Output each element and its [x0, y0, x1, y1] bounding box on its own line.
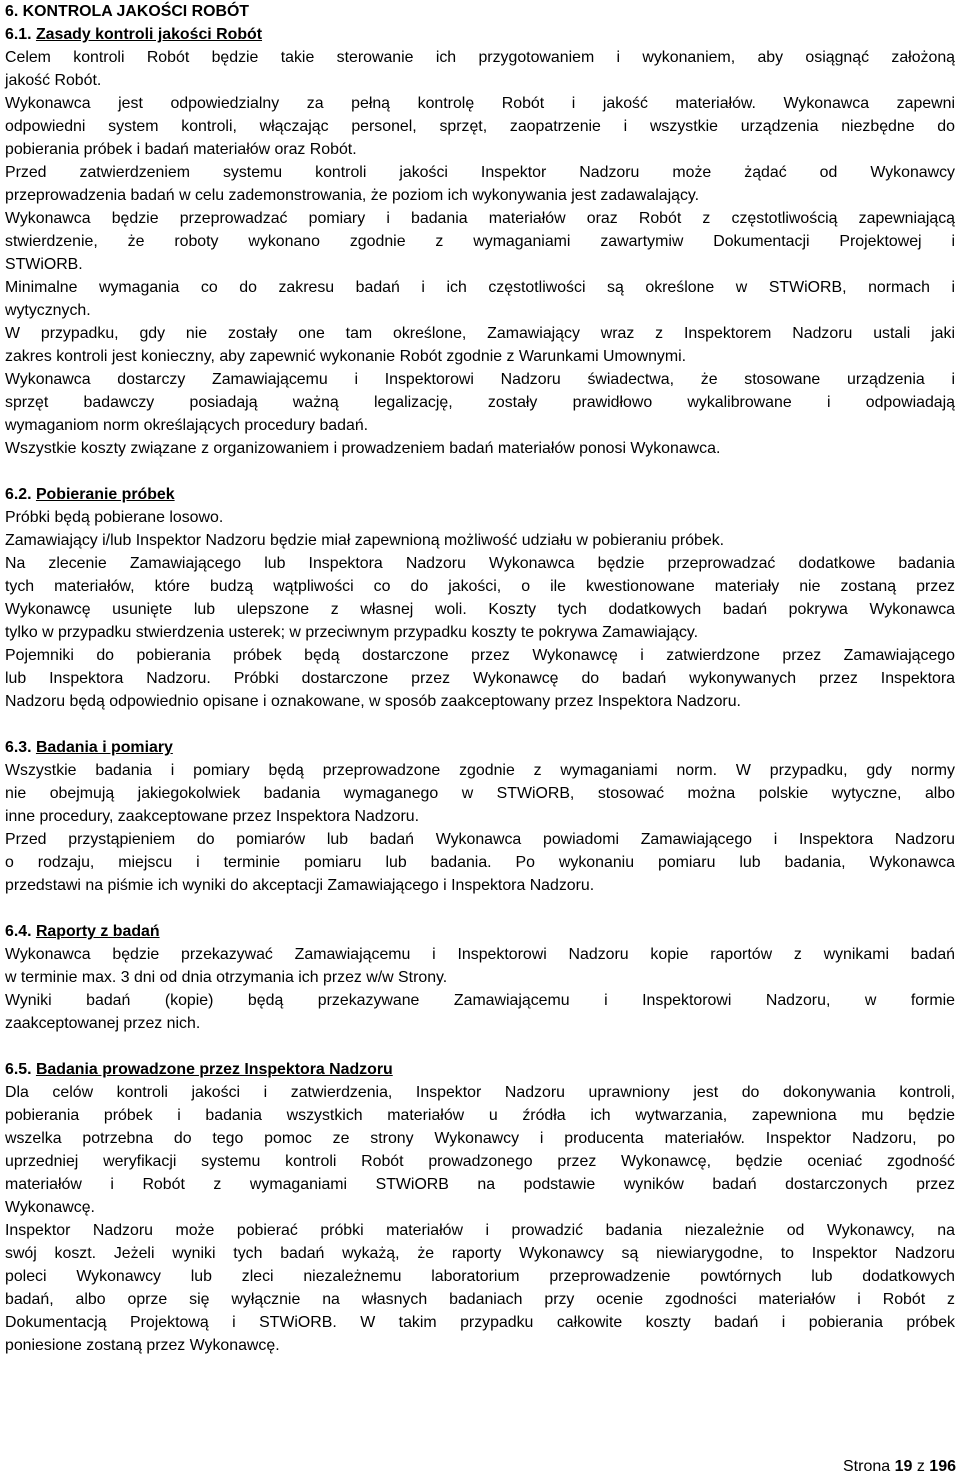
- paragraph-line: Dokumentacją Projektową i STWiORB. W takim przypadku całkowite koszty badań i pobierania próbek: [5, 1314, 955, 1331]
- paragraph-line: Wykonawca będzie przekazywać Zamawiającemu i Inspektorowi Nadzoru kopie raportów z wynikami badań: [5, 946, 955, 963]
- section-title: Badania i pomiary: [35, 739, 173, 756]
- section-spacer: [5, 460, 960, 483]
- section-heading: [5, 736, 955, 759]
- paragraph-line: tylko w przypadku stwierdzenia usterek; w przeciwnym przypadku koszty te pokrywa Zamawiający.: [5, 624, 699, 641]
- paragraph: [5, 368, 960, 437]
- paragraph-line: Wszystkie koszty związane z organizowaniem i prowadzeniem badań materiałów ponosi Wykonawca.: [5, 440, 721, 457]
- paragraph-line: Nadzoru będą odpowiednio opisane i oznakowane, w sposób zaakceptowany przez Inspektora Nadzoru.: [5, 693, 741, 710]
- paragraph-line: jakość Robót.: [5, 72, 102, 89]
- paragraph: [5, 529, 960, 552]
- paragraph-line: Na zlecenie Zamawiającego lub Inspektora Nadzoru Wykonawca będzie przeprowadzać dodatkowe badania: [5, 555, 955, 572]
- section-spacer: [5, 1035, 960, 1058]
- paragraph-line: uprzedniej weryfikacji systemu kontroli Robót prowadzonego przez Wykonawcę, będzie oceniać zgodność: [5, 1153, 955, 1170]
- paragraph-line: wymaganiom norm określających procedury badań.: [5, 417, 369, 434]
- paragraph: [5, 207, 960, 276]
- paragraph-line: stwierdzenie, że roboty wykonano zgodnie z wymaganiami zawartymiw Dokumentacji Projektowej i: [5, 233, 955, 250]
- paragraph-line: lub Inspektora Nadzoru. Próbki dostarczone przez Wykonawcę do badań wykonywanych przez Inspektora: [5, 670, 955, 687]
- paragraph: [5, 828, 960, 897]
- section-heading: [5, 483, 955, 506]
- paragraph: [5, 1081, 960, 1219]
- section-spacer: [5, 713, 960, 736]
- section-number: 6.4.: [5, 923, 32, 940]
- paragraph-line: Celem kontroli Robót będzie takie sterowanie ich przygotowaniem i wykonaniem, aby osiągnąć założoną: [5, 49, 955, 66]
- paragraph: [5, 322, 960, 368]
- section-title: Pobieranie próbek: [35, 486, 175, 503]
- footer-page-number: 19: [894, 1458, 913, 1475]
- paragraph-line: Próbki będą pobierane losowo.: [5, 509, 224, 526]
- paragraph-line: pobierania próbek i badań materiałów oraz Robót.: [5, 141, 357, 158]
- paragraph: [5, 92, 960, 161]
- paragraph-line: Przed zatwierdzeniem systemu kontroli jakości Inspektor Nadzoru może żądać od Wykonawcy: [5, 164, 955, 181]
- page-footer: [843, 1455, 956, 1478]
- section-number: 6.5.: [5, 1061, 32, 1078]
- paragraph-line: Wszystkie badania i pomiary będą przeprowadzone zgodnie z wymaganiami norm. W przypadku, gdy normy: [5, 762, 955, 779]
- section-title: Zasady kontroli jakości Robót: [35, 26, 263, 43]
- section-number: 6.2.: [5, 486, 32, 503]
- paragraph-line: Przed przystąpieniem do pomiarów lub badań Wykonawca powiadomi Zamawiającego i Inspektora Nadzoru: [5, 831, 955, 848]
- paragraph-line: przeprowadzenia badań w celu zademonstrowania, że poziom ich wykonywania jest zadawalający.: [5, 187, 700, 204]
- paragraph-line: wytycznych.: [5, 302, 91, 319]
- paragraph: [5, 1219, 960, 1357]
- paragraph-line: sprzęt badawczy posiadają ważną legalizację, zostały prawidłowo wykalibrowane i odpowiadają: [5, 394, 955, 411]
- paragraph-line: zaakceptowanej przez nich.: [5, 1015, 201, 1032]
- section-title: Raporty z badań: [35, 923, 160, 940]
- document-body: [5, 0, 960, 1357]
- paragraph: [5, 943, 960, 989]
- paragraph-line: przedstawi na piśmie ich wyniki do akceptacji Zamawiającego i Inspektora Nadzoru.: [5, 877, 595, 894]
- paragraph-line: tych materiałów, które budzą wątpliwości co do jakości, o ile kwestionowane materiały nie zostaną przez: [5, 578, 955, 595]
- paragraph: [5, 161, 960, 207]
- paragraph-line: odpowiedni system kontroli, włączając personel, sprzęt, zaopatrzenie i wszystkie urządzenia niezbędne do: [5, 118, 955, 135]
- paragraph-line: Dla celów kontroli jakości i zatwierdzenia, Inspektor Nadzoru uprawniony jest do dokonywania kontroli,: [5, 1084, 955, 1101]
- paragraph-line: pobierania próbek i badania wszystkich materiałów u źródła ich wytwarzania, zapewniona mu będzie: [5, 1107, 955, 1124]
- paragraph: [5, 644, 960, 713]
- paragraph-line: swój koszt. Jeżeli wyniki tych badań wykażą, że raporty Wykonawcy są niewiarygodne, to Inspektor Nadzoru: [5, 1245, 955, 1262]
- paragraph-line: Wykonawcę usunięte lub ulepszone z własnej woli. Koszty tych dodatkowych badań pokrywa Wykonawca: [5, 601, 955, 618]
- section-heading: [5, 1058, 955, 1081]
- paragraph: [5, 506, 960, 529]
- section-heading: [5, 23, 955, 46]
- paragraph: [5, 437, 960, 460]
- paragraph: [5, 276, 960, 322]
- paragraph-line: Wykonawca jest odpowiedzialny za pełną kontrolę Robót i jakość materiałów. Wykonawca zapewni: [5, 95, 955, 112]
- paragraph-line: W przypadku, gdy nie zostały one tam określone, Zamawiający wraz z Inspektorem Nadzoru ustali jaki: [5, 325, 955, 342]
- paragraph: [5, 989, 960, 1035]
- paragraph-line: Wyniki badań (kopie) będą przekazywane Zamawiającemu i Inspektorowi Nadzoru, w formie: [5, 992, 955, 1009]
- paragraph-line: Minimalne wymagania co do zakresu badań i ich częstotliwości są określone w STWiORB, normach i: [5, 279, 955, 296]
- paragraph-line: Wykonawca dostarczy Zamawiającemu i Inspektorowi Nadzoru świadectwa, że stosowane urządzenia i: [5, 371, 955, 388]
- paragraph-line: zakres kontroli jest konieczny, aby zapewnić wykonanie Robót zgodnie z Warunkami Umownymi.: [5, 348, 687, 365]
- paragraph-line: wszelka potrzebna do tego pomoc ze strony Wykonawcy i producenta materiałów. Inspektor Nadzoru, po: [5, 1130, 955, 1147]
- paragraph-line: Pojemniki do pobierania próbek będą dostarczone przez Wykonawcę i zatwierdzone przez Zamawiającego: [5, 647, 955, 664]
- paragraph-line: o rodzaju, miejscu i terminie pomiaru lub badania. Po wykonaniu pomiaru lub badania, Wykonawca: [5, 854, 955, 871]
- paragraph: [5, 759, 960, 828]
- paragraph-line: poleci Wykonawcy lub zleci niezależnemu laboratorium przeprowadzenie powtórnych lub dodatkowych: [5, 1268, 955, 1285]
- paragraph: [5, 552, 960, 644]
- paragraph-line: STWiORB.: [5, 256, 83, 273]
- section-number: 6.1.: [5, 26, 32, 43]
- paragraph-line: materiałów i Robót z wymaganiami STWiORB na podstawie wyników badań dostarczonych przez: [5, 1176, 955, 1193]
- section-heading: [5, 920, 955, 943]
- chapter-heading: 6. KONTROLA JAKOŚCI ROBÓT: [5, 3, 250, 20]
- section-number: 6.3.: [5, 739, 32, 756]
- paragraph: [5, 46, 960, 92]
- paragraph-line: Inspektor Nadzoru może pobierać próbki materiałów i prowadzić badania niezależnie od Wykonawcy, na: [5, 1222, 955, 1239]
- paragraph-line: nie obejmują jakiegokolwiek badania wymaganego w STWiORB, stosować można polskie wytyczne, albo: [5, 785, 955, 802]
- footer-separator: z: [916, 1458, 925, 1475]
- footer-total-pages: 196: [929, 1458, 956, 1475]
- section-spacer: [5, 897, 960, 920]
- paragraph-line: badań, albo oprze się wyłącznie na własnych badaniach przy ocenie zgodności materiałów i Robót z: [5, 1291, 955, 1308]
- footer-prefix: Strona: [843, 1458, 891, 1475]
- paragraph-line: Zamawiający i/lub Inspektor Nadzoru będzie miał zapewnioną możliwość udziału w pobieraniu próbek.: [5, 532, 725, 549]
- paragraph-line: Wykonawca będzie przeprowadzać pomiary i badania materiałów oraz Robót z częstotliwością zapewniającą: [5, 210, 955, 227]
- paragraph-line: Wykonawcę.: [5, 1199, 95, 1216]
- paragraph-line: inne procedury, zaakceptowane przez Inspektora Nadzoru.: [5, 808, 420, 825]
- paragraph-line: poniesione zostaną przez Wykonawcę.: [5, 1337, 280, 1354]
- paragraph-line: w terminie max. 3 dni od dnia otrzymania ich przez w/w Strony.: [5, 969, 448, 986]
- section-title: Badania prowadzone przez Inspektora Nadzoru: [35, 1061, 393, 1078]
